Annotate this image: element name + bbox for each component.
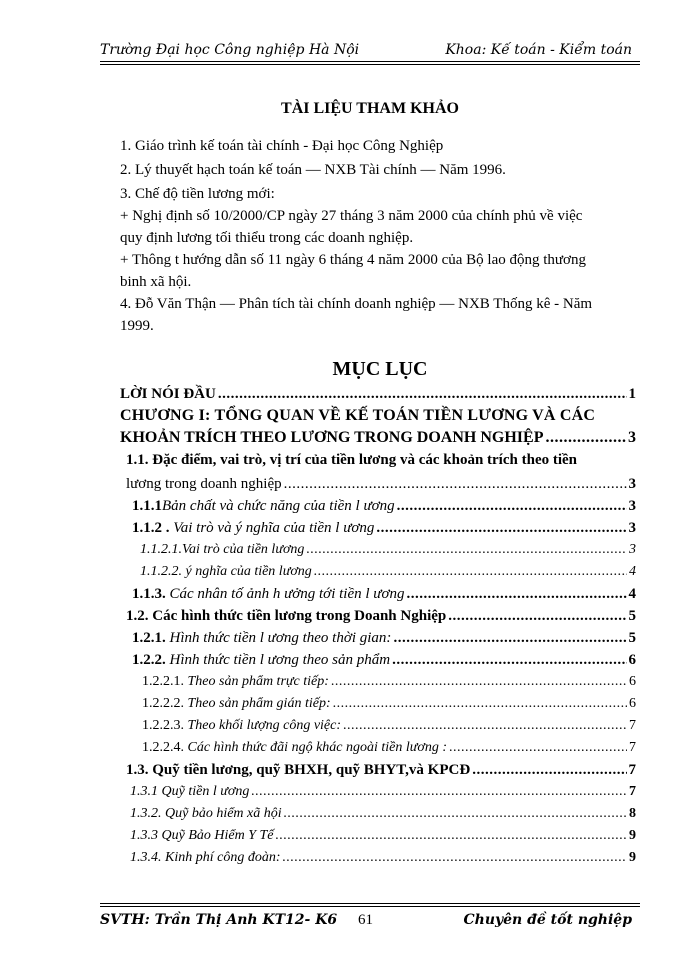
toc-entry-page: 3 <box>628 498 636 514</box>
references-title: TÀI LIỆU THAM KHẢO <box>281 100 459 117</box>
toc-entry-text: Bản chất và chức năng của tiền l ương <box>162 498 395 514</box>
toc-entry-number: 1.2.2.1. <box>142 674 184 689</box>
toc-entry-number: 1.2.2. <box>132 652 166 668</box>
toc-entry[interactable] <box>142 694 636 714</box>
toc-entry-text: 1.3.3 Quỹ Bảo Hiểm Y Tế <box>130 828 274 843</box>
toc-entry-text: LỜI NÓI ĐẦU <box>120 386 216 402</box>
toc-entry[interactable] <box>120 406 636 426</box>
header-faculty: Khoa: Kế toán - Kiểm toán <box>445 42 632 58</box>
toc-entry[interactable] <box>132 518 636 538</box>
toc-entry[interactable] <box>130 848 636 868</box>
toc-entry-page: 3 <box>628 520 636 536</box>
toc-entry-page: 6 <box>629 696 636 711</box>
toc-entry-page: 9 <box>629 850 636 865</box>
toc-entry-page: 3 <box>628 429 636 446</box>
toc-entry-text: 1.1. Đặc điểm, vai trò, vị trí của tiền lương và các khoản trích theo tiền <box>126 452 578 468</box>
toc-entry[interactable] <box>120 428 636 448</box>
toc-entry[interactable] <box>140 562 636 582</box>
toc-entry-page: 7 <box>629 784 636 799</box>
toc-entry-text: KHOẢN TRÍCH THEO LƯƠNG TRONG DOANH NGHIỆP <box>120 429 544 446</box>
toc-entry-text: CHƯƠNG I: TỔNG QUAN VỀ KẾ TOÁN TIỀN LƯƠNG VÀ CÁC <box>120 407 596 424</box>
toc-entry-text: Các nhân tố ảnh h ưởng tới tiền l ương <box>169 586 405 602</box>
toc-entry-text: Hình thức tiền l ương theo thời gian: <box>169 630 392 646</box>
reference-line: quy định lương tối thiểu trong các doanh nghiệp. <box>120 230 414 246</box>
toc-entry-page: 8 <box>629 806 636 821</box>
toc-entry-page: 4 <box>629 564 636 579</box>
toc-entry-number: 1.1.3. <box>132 586 166 602</box>
toc-entry[interactable] <box>142 738 636 758</box>
toc-entry-page: 3 <box>628 476 636 492</box>
reference-line: 4. Đỗ Văn Thận — Phân tích tài chính doanh nghiệp — NXB Thống kê - Năm <box>120 296 593 312</box>
toc-entry-text: Hình thức tiền l ương theo sản phẩm <box>169 652 391 668</box>
reference-line: 1999. <box>120 318 154 334</box>
footer-rule-2 <box>100 906 640 907</box>
toc-entry-text: 1.1.2.2. ý nghĩa của tiền lương <box>140 564 312 579</box>
reference-line: 3. Chế độ tiền lương mới: <box>120 186 275 202</box>
toc-entry[interactable] <box>126 474 636 494</box>
footer-doc-type: Chuyên đề tốt nghiệp <box>463 912 632 928</box>
toc-entry[interactable] <box>142 716 636 736</box>
toc-entry[interactable] <box>126 760 636 780</box>
toc-title: MỤC LỤC <box>332 358 428 380</box>
toc-entry[interactable] <box>132 496 636 516</box>
header-rule <box>100 61 640 62</box>
reference-line: binh xã hội. <box>120 274 192 290</box>
toc-entry-text: Theo khối lượng công việc: <box>187 718 342 733</box>
footer-student: SVTH: Trần Thị Anh KT12- K6 <box>100 912 338 928</box>
toc-entry-text: 1.3. Quỹ tiền lương, quỹ BHXH, quỹ BHYT,và KPCĐ <box>126 762 471 778</box>
toc-entry[interactable] <box>130 782 636 802</box>
toc-entry-number: 1.2.2.4. <box>142 740 184 755</box>
toc-entry-page: 6 <box>629 674 636 689</box>
toc-entry-text: lương trong doanh nghiệp <box>126 476 282 492</box>
toc-entry-number: 1.2.2.3. <box>142 718 184 733</box>
toc-entry[interactable] <box>132 650 636 670</box>
footer-rule <box>100 903 640 904</box>
toc-entry-page: 5 <box>628 608 636 624</box>
page-header <box>100 42 640 62</box>
toc-entry-text: 1.1.2.1.Vai trò của tiền lương <box>140 542 305 557</box>
toc-entry[interactable] <box>130 826 636 846</box>
page-footer <box>100 912 640 932</box>
toc-entry-text: 1.3.2. Quỹ bảo hiểm xã hội <box>130 806 282 821</box>
toc-entry-text: 1.3.1 Quỹ tiền l ương <box>130 784 250 799</box>
toc-entry[interactable] <box>132 584 636 604</box>
toc-entry[interactable] <box>140 540 636 560</box>
toc-entry-text: Theo sản phẩm gián tiếp: <box>187 696 331 711</box>
toc-entry-page: 7 <box>628 762 636 778</box>
toc-entry-page: 6 <box>628 652 636 668</box>
header-rule-2 <box>100 64 640 65</box>
toc-entry-page: 4 <box>628 586 636 602</box>
reference-line: 1. Giáo trình kế toán tài chính - Đại học Công Nghiệp <box>120 138 444 154</box>
toc-entry-number: 1.2.1. <box>132 630 166 646</box>
toc-entry[interactable] <box>126 606 636 626</box>
toc-entry-number: 1.2.2.2. <box>142 696 184 711</box>
toc-entry-number: 1.1.1 <box>132 498 162 514</box>
reference-line: + Nghị định số 10/2000/CP ngày 27 tháng 3 năm 2000 của chính phủ về việc <box>120 208 583 224</box>
toc-entry-text: 1.3.4. Kinh phí công đoàn: <box>130 850 281 865</box>
toc-entry[interactable] <box>142 672 636 692</box>
toc-entry-page: 5 <box>628 630 636 646</box>
toc-entry[interactable] <box>120 384 636 404</box>
toc-entry-page: 7 <box>629 740 636 755</box>
toc-entry-page: 1 <box>628 386 636 402</box>
toc-entry[interactable] <box>126 450 636 470</box>
toc-entry[interactable] <box>132 628 636 648</box>
toc-entry-page: 3 <box>629 542 636 557</box>
toc-entry-number: 1.1.2 . <box>132 520 170 536</box>
toc-entry[interactable] <box>130 804 636 824</box>
toc-entry-page: 9 <box>629 828 636 843</box>
toc-entry-text: Theo sản phẩm trực tiếp: <box>187 674 329 689</box>
page-number: 61 <box>358 912 373 928</box>
reference-line: + Thông t hướng dẫn số 11 ngày 6 tháng 4 năm 2000 của Bộ lao động thương <box>120 252 586 268</box>
toc-entry-page: 7 <box>629 718 636 733</box>
reference-line: 2. Lý thuyết hạch toán kế toán — NXB Tài chính — Năm 1996. <box>120 162 506 178</box>
toc-entry-text: 1.2. Các hình thức tiền lương trong Doanh Nghiệp <box>126 608 447 624</box>
toc-entry-text: Các hình thức đãi ngộ khác ngoài tiền lương : <box>187 740 448 755</box>
toc-entry-text: Vai trò và ý nghĩa của tiền l ương <box>173 520 375 536</box>
header-school: Trường Đại học Công nghiệp Hà Nội <box>100 42 360 58</box>
